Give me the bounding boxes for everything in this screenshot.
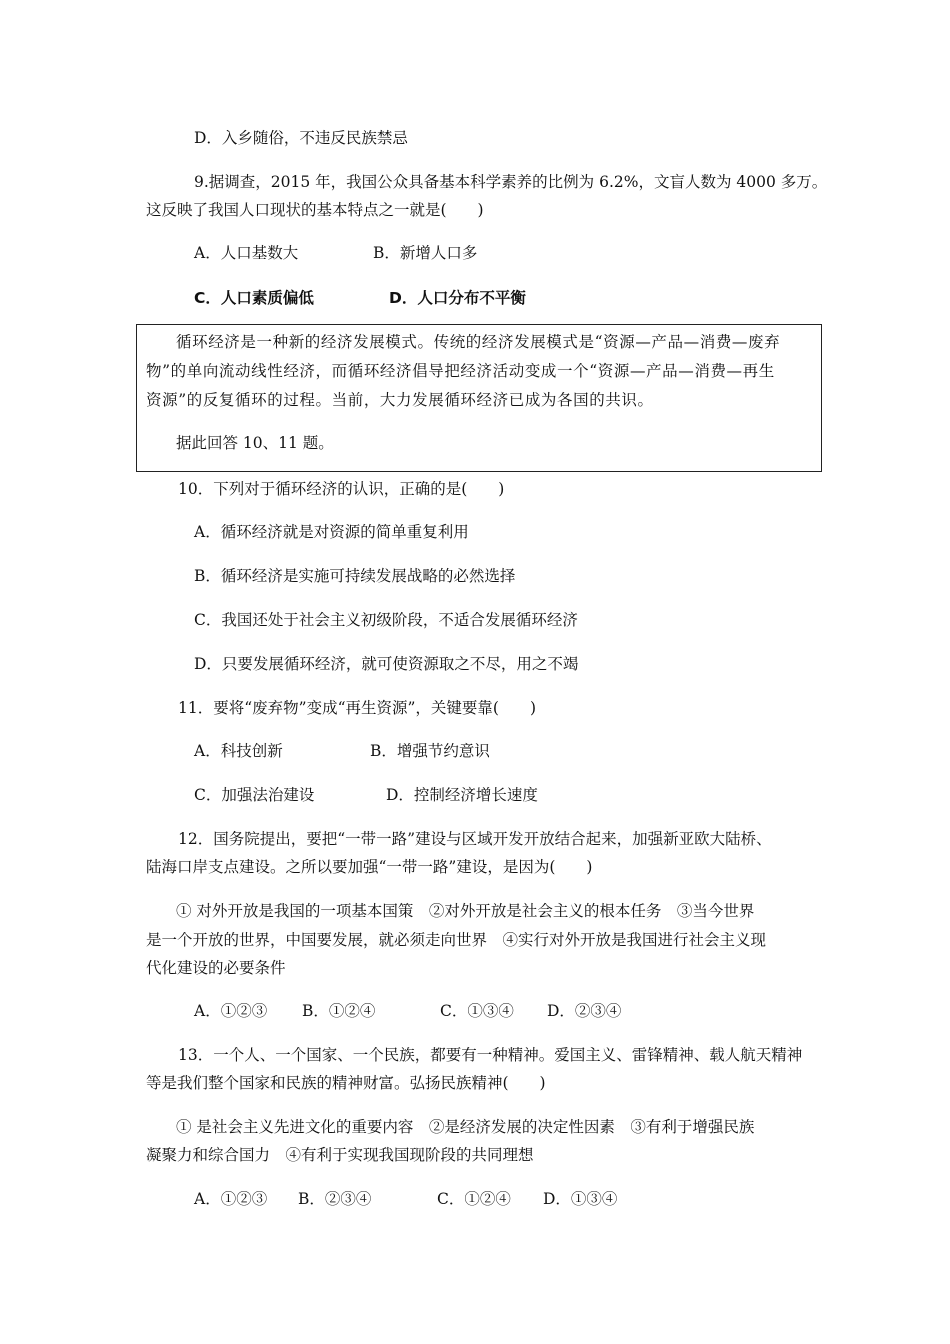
q12-option-b: B．①②④ — [302, 1002, 376, 1020]
material-line1: 循环经济是一种新的经济发展模式。传统的经济发展模式是“资源—产品—消费—废弃 — [176, 333, 781, 351]
q12-option-d: D．②③④ — [547, 1002, 622, 1020]
q12-option-c: C．①③④ — [440, 1002, 514, 1020]
q9-option-a: A．人口基数大 — [194, 244, 299, 262]
q11-option-b: B．增强节约意识 — [370, 742, 490, 760]
q9-option-c: C．人口素质偏低 — [194, 289, 314, 307]
q11-option-c: C．加强法治建设 — [194, 786, 315, 804]
q12-stem-line2: 陆海口岸支点建设。之所以要加强“一带一路”建设，是因为( ) — [146, 858, 593, 876]
q10-stem: 10．下列对于循环经济的认识，正确的是( ) — [178, 480, 505, 498]
q12-items-line1: ① 对外开放是我国的一项基本国策 ②对外开放是社会主义的根本任务 ③当今世界 — [176, 902, 755, 920]
q12-stem-line1: 12．国务院提出，要把“一带一路”建设与区域开发开放结合起来，加强新亚欧大陆桥、 — [178, 830, 772, 848]
material-line4: 据此回答 10、11 题。 — [176, 434, 334, 452]
q12-items-line3: 代化建设的必要条件 — [146, 959, 286, 977]
q11-option-a: A．科技创新 — [194, 742, 283, 760]
q11-option-d: D．控制经济增长速度 — [386, 786, 538, 804]
q13-items-line1: ① 是社会主义先进文化的重要内容 ②是经济发展的决定性因素 ③有利于增强民族 — [176, 1118, 755, 1136]
q9-option-b: B．新增人口多 — [373, 244, 478, 262]
q13-option-b: B．②③④ — [298, 1190, 372, 1208]
q13-option-c: C．①②④ — [437, 1190, 511, 1208]
q11-stem: 11．要将“废弃物”变成“再生资源”，关键要靠( ) — [178, 699, 537, 717]
q9-stem-line2: 这反映了我国人口现状的基本特点之一就是( ) — [146, 201, 484, 219]
q13-option-d: D．①③④ — [543, 1190, 618, 1208]
q13-items-line2: 凝聚力和综合国力 ④有利于实现我国现阶段的共同理想 — [146, 1146, 534, 1164]
q8-option-d: D．入乡随俗，不违反民族禁忌 — [194, 129, 408, 147]
q13-stem-line1: 13．一个人、一个国家、一个民族，都要有一种精神。爱国主义、雷锋精神、载人航天精神 — [178, 1046, 803, 1064]
q10-option-d: D．只要发展循环经济，就可使资源取之不尽，用之不竭 — [194, 655, 579, 673]
material-line2: 物”的单向流动线性经济，而循环经济倡导把经济活动变成一个“资源—产品—消费—再生 — [146, 362, 775, 380]
q13-stem-line2: 等是我们整个国家和民族的精神财富。弘扬民族精神( ) — [146, 1074, 546, 1092]
q9-option-d: D．人口分布不平衡 — [389, 289, 526, 307]
q10-option-b: B．循环经济是实施可持续发展战略的必然选择 — [194, 567, 516, 585]
q9-stem-line1: 9.据调查，2015 年，我国公众具备基本科学素养的比例为 6.2%，文盲人数为 4000 多万。 — [194, 173, 828, 191]
q10-option-c: C．我国还处于社会主义初级阶段，不适合发展循环经济 — [194, 611, 578, 629]
q12-items-line2: 是一个开放的世界，中国要发展，就必须走向世界 ④实行对外开放是我国进行社会主义现 — [146, 931, 767, 949]
q10-option-a: A．循环经济就是对资源的简单重复利用 — [194, 523, 469, 541]
material-line3: 资源”的反复循环的过程。当前，大力发展循环经济已成为各国的共识。 — [146, 391, 654, 409]
q12-option-a: A．①②③ — [194, 1002, 268, 1020]
q13-option-a: A．①②③ — [194, 1190, 268, 1208]
